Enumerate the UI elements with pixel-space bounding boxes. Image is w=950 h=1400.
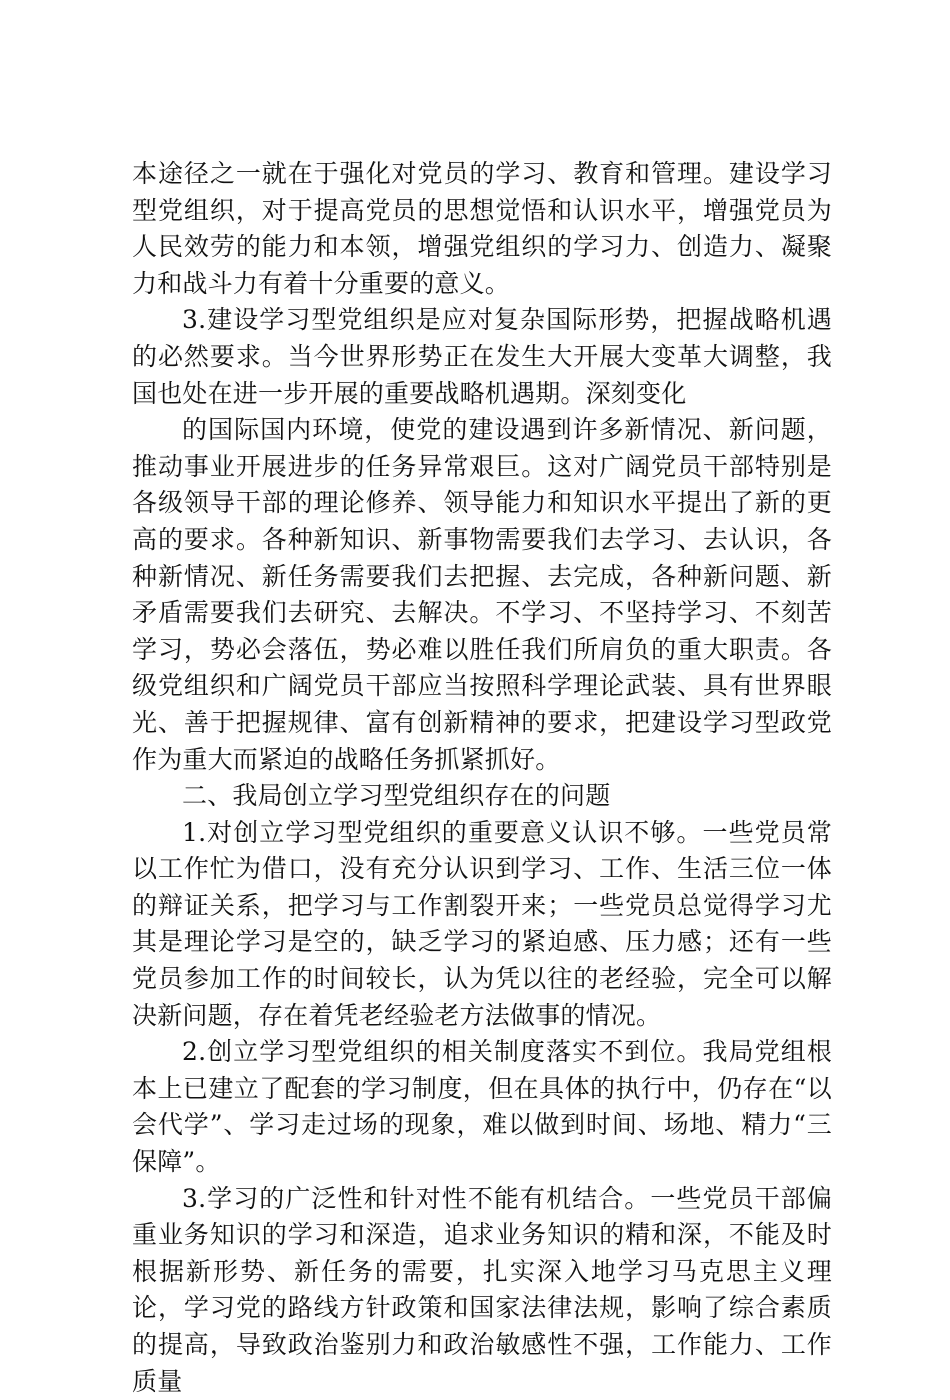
- paragraph-problem-1: 1.对创立学习型党组织的重要意义认识不够。一些党员常以工作忙为借口，没有充分认识到学习、工作、生活三位一体的辩证关系，把学习与工作割裂开来；一些党员总觉得学习尤其是理论学习是空的，缺乏学习的紧迫感、压力感；还有一些党员参加工作的时间较长，认为凭以往的老经验，完全可以解决新问题，存在着凭老经验老方法做事的情况。: [132, 817, 832, 1030]
- section-heading-problems: 二、我局创立学习型党组织存在的问题: [182, 781, 611, 811]
- paragraph-environment: 的国际国内环境，使党的建设遇到许多新情况、新问题，推动事业开展进步的任务异常艰巨。这对广阔党员干部特别是各级领导干部的理论修养、领导能力和知识水平提出了新的更高的要求。各种新知识、新事物需要我们去学习、去认识，各种新情况、新任务需要我们去把握、去完成，各种新问题、新矛盾需要我们去研究、去解决。不学习、不坚持学习、不刻苦学习，势必会落伍，势必难以胜任我们所肩负的重大职责。各级党组织和广阔党员干部应当按照科学理论武装、具有世界眼光、善于把握规律、富有创新精神的要求，把建设学习型政党作为重大而紧迫的战略任务抓紧抓好。: [132, 415, 832, 774]
- paragraph-problem-3: 3.学习的广泛性和针对性不能有机结合。一些党员干部偏重业务知识的学习和深造，追求业务知识的精和深，不能及时根据新形势、新任务的需要，扎实深入地学习马克思主义理论，学习党的路线方针政策和国家法律法规，影响了综合素质的提高，导致政治鉴别力和政治敏感性不强，工作能力、工作质量: [132, 1183, 832, 1396]
- paragraph-point-3: 3.建设学习型党组织是应对复杂国际形势，把握战略机遇的必然要求。当今世界形势正在发生大开展大变革大调整，我国也处在进一步开展的重要战略机遇期。深刻变化: [132, 305, 832, 408]
- document-body: [132, 156, 832, 1400]
- paragraph-problem-2: 2.创立学习型党组织的相关制度落实不到位。我局党组根本上已建立了配套的学习制度，但在具体的执行中，仍存在“以会代学”、学习走过场的现象，难以做到时间、场地、精力“三保障”。: [132, 1037, 832, 1177]
- paragraph-continuation: 本途径之一就在于强化对党员的学习、教育和管理。建设学习型党组织，对于提高党员的思想觉悟和认识水平，增强党员为人民效劳的能力和本领，增强党组织的学习力、创造力、凝聚力和战斗力有着十分重要的意义。: [132, 159, 832, 298]
